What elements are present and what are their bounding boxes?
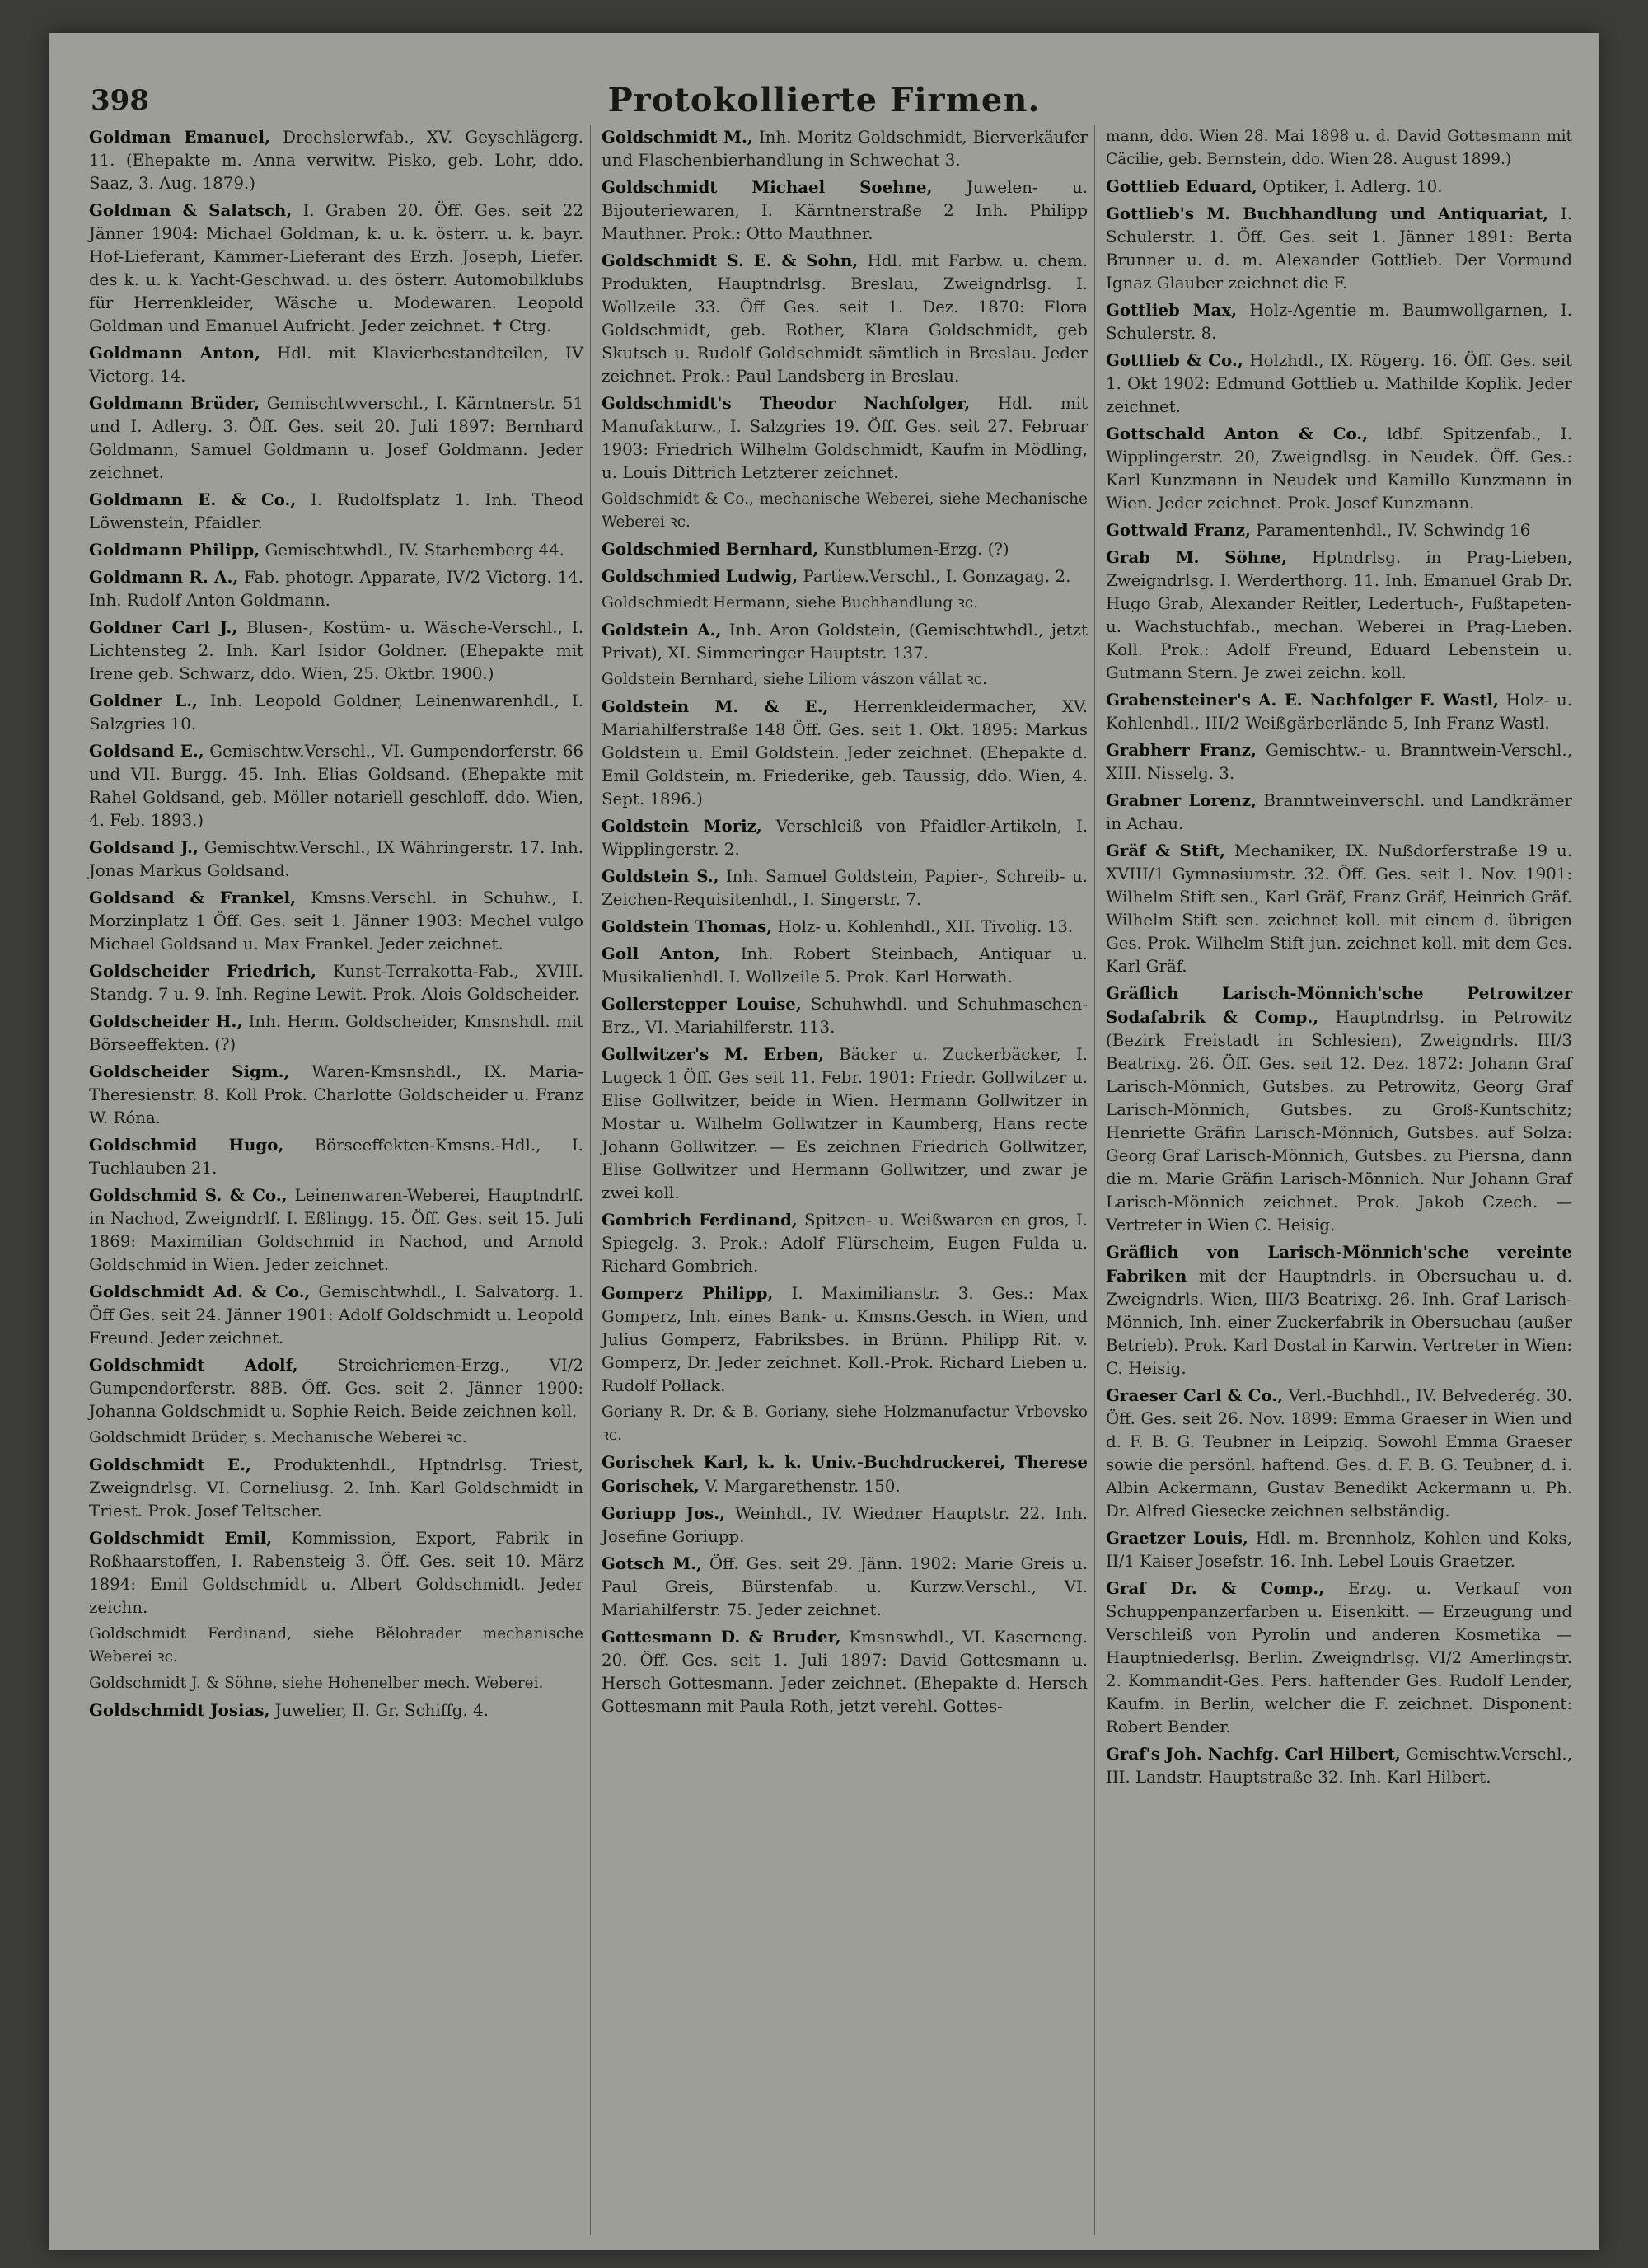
firm-details: Inh. Moritz Goldschmidt, Bierverkäufer und Flaschenbierhandlung in Schwechat 3. xyxy=(602,128,1088,170)
firm-entry xyxy=(89,125,583,195)
firm-name: Goldmann Anton, xyxy=(89,343,260,363)
firm-name: Goldmann Brüder, xyxy=(89,393,260,413)
firm-entry xyxy=(89,959,583,1006)
firm-name: Gotsch M., xyxy=(602,1553,702,1573)
firm-details: Gemischtw.Verschl., VI. Gumpendorferstr. 66 und VII. Burgg. 45. Inh. Elias Goldsand. (Ehepakte mit Rahel Goldsand, geb. Möller notariell geschloff. ddo. Wien, 4. Feb. 1893.) xyxy=(89,742,584,830)
firm-entry xyxy=(1106,982,1572,1237)
firm-details: Juwelier, II. Gr. Schiffg. 4. xyxy=(274,1701,489,1720)
firm-entry xyxy=(602,915,1088,939)
firm-name: Goldsand E., xyxy=(89,741,204,761)
cross-reference-text: mann, ddo. Wien 28. Mai 1898 u. d. David Gottesmann mit Cäcilie, geb. Bernstein, ddo. Wien 28. August 1899.) xyxy=(1106,128,1572,168)
firm-details: Spitzen- u. Weißwaren en gros, I. Spiegelg. 3. Prok.: Adolf Flürscheim, Eugen Fulda u. Richard Gombrich. xyxy=(602,1211,1089,1276)
column-3 xyxy=(1106,125,1572,1792)
firm-name: Goldman Emanuel, xyxy=(89,127,270,147)
firm-details: Kommission, Export, Fabrik in Roßhaarstoffen, I. Rabensteig 3. Öff. Ges. seit 10. März 1894: Emil Goldschmidt u. Albert Goldschmidt. Jeder zeichn. xyxy=(89,1529,583,1617)
firm-entry xyxy=(602,176,1088,246)
firm-entry xyxy=(89,886,583,956)
firm-entry xyxy=(1106,1742,1572,1789)
firm-details: Kmsns.Verschl. in Schuhw., I. Morzinplatz 1 Öff. Ges. seit 1. Jänner 1903: Mechel vulgo Michael Goldsand u. Max Frankel. Jeder zeichnet. xyxy=(89,888,584,954)
firm-details: Gemischtw.Verschl., IX Währingerstr. 17. Inh. Jonas Markus Goldsand. xyxy=(89,838,584,880)
firm-entry xyxy=(602,695,1088,811)
cross-reference-text: Goldschmiedt Hermann, siehe Buchhandlung ꝛc. xyxy=(602,594,979,612)
firm-details: Branntweinverschl. und Landkrämer in Achau. xyxy=(1106,791,1572,833)
firm-entry xyxy=(602,618,1088,665)
firm-details: Hdl. mit Farbw. u. chem. Produkten, Hauptndrlsg. Breslau, Zweigndrlsg. I. Wollzeile 33. Öff Ges. seit 1. Dez. 1870: Flora Goldschmidt, geb. Rother, Klara Goldschmidt, geb Skutsch u. Rudolf Goldschmidt sämtlich in Breslau. Jeder zeichnet. Prok.: Paul Landsberg in Breslau. xyxy=(602,251,1088,386)
firm-entry xyxy=(1106,738,1572,785)
firm-name: Graeser Carl & Co., xyxy=(1106,1385,1284,1405)
firm-name: Gottlieb's M. Buchhandlung und Antiquariat, xyxy=(1106,204,1549,223)
firm-name: Goldschmidt Ad. & Co., xyxy=(89,1282,311,1301)
firm-name: Goldschmidt Emil, xyxy=(89,1528,273,1548)
firm-name: Goll Anton, xyxy=(602,944,720,963)
firm-entry xyxy=(1106,422,1572,515)
firm-entry xyxy=(89,836,583,883)
cross-reference-text: Goriany R. Dr. & B. Goriany, siehe Holzmanufactur Vrbovsko ꝛc. xyxy=(602,1403,1088,1444)
firm-name: Goldmann R. A., xyxy=(89,567,239,587)
firm-entry xyxy=(89,1699,583,1722)
firm-details: Kunst-Terrakotta-Fab., XVIII. Standg. 7 u. 9. Inh. Regine Lewit. Prok. Alois Goldscheider. xyxy=(89,962,583,1004)
firm-name: Goldsand & Frankel, xyxy=(89,888,297,907)
firm-name: Gottwald Franz, xyxy=(1106,520,1251,540)
firm-details: Drechslerwfab., XV. Geyschlägerg. 11. (Ehepakte m. Anna verwitw. Pisko, geb. Lohr, ddo. Saaz, 3. Aug. 1879.) xyxy=(89,128,583,193)
firm-name: Goldstein Moriz, xyxy=(602,816,762,836)
firm-details: Streichriemen-Erzg., VI/2 Gumpendorferstr. 88B. Öff. Ges. seit 2. Jänner 1900: Johanna Goldschmidt u. Sophie Reich. Beide zeichnen koll. xyxy=(89,1356,583,1421)
firm-name: Gottesmann D. & Bruder, xyxy=(602,1627,841,1647)
firm-name: Goldscheider Friedrich, xyxy=(89,961,316,981)
firm-details: Waren-Kmsnshdl., IX. Maria-Theresienstr. 8. Koll Prok. Charlotte Goldscheider u. Franz W. Róna. xyxy=(89,1062,583,1127)
cross-reference-text: Goldstein Bernhard, siehe Liliom vászon vállat ꝛc. xyxy=(602,671,987,688)
firm-entry xyxy=(89,488,583,535)
page-title: Protokollierte Firmen. xyxy=(607,81,1041,119)
column-rule xyxy=(590,125,591,2235)
firm-entry xyxy=(89,616,583,686)
firm-details: Inh. Robert Steinbach, Antiquar u. Musikalienhdl. I. Wollzeile 5. Prok. Karl Horwath. xyxy=(602,944,1088,986)
firm-name: Goldner L., xyxy=(89,691,198,710)
firm-name: Grab M. Söhne, xyxy=(1106,547,1287,567)
firm-entry xyxy=(89,1280,583,1350)
column-rule xyxy=(1094,125,1095,2235)
firm-name: Goldschmidt's Theodor Nachfolger, xyxy=(602,393,971,413)
firm-name: Goldschmied Ludwig, xyxy=(602,566,798,586)
firm-details: Hdl. m. Brennholz, Kohlen und Koks, II/1 Kaiser Josefstr. 16. Inh. Lebel Louis Graetzer. xyxy=(1106,1529,1572,1571)
firm-entry xyxy=(1106,518,1572,542)
firm-details: Hptndrlsg. in Prag-Lieben, Zweigndrlsg. I. Werderthorg. 11. Inh. Emanuel Grab Dr. Hugo Grab, Alexander Reitler, Ledertuch-, Fußtapeten- u. Wachstuchfab., mechan. Weberei in Prag-Lieben. Koll. Prok.: Adolf Freund, Eduard Lebenstein u. Gutmann Stern. Je zwei zeichn. koll. xyxy=(1106,548,1573,682)
firm-details: I. Graben 20. Öff. Ges. seit 22 Jänner 1904: Michael Goldman, k. u. k. österr. u. k. bayr. Hof-Lieferant, Kammer-Lieferant des Erzh. Joseph, Liefer. des k. u. k. Yacht-Geschwad. u. des österr. Automobilklubs für Herrenkleider, Wäsche u. Modewaren. Leopold Goldman und Emanuel Aufricht. Jeder zeichnet. ✝ Ctrg. xyxy=(89,201,583,335)
firm-details: Blusen-, Kostüm- u. Wäsche-Verschl., I. Lichtensteg 2. Inh. Karl Isidor Goldner. (Ehepakte mit Irene geb. Schwarz, ddo. Wien, 25. Oktbr. 1900.) xyxy=(89,618,583,683)
firm-name: Graf Dr. & Comp., xyxy=(1106,1578,1324,1598)
firm-entry xyxy=(602,391,1088,485)
firm-name: Graetzer Louis, xyxy=(1106,1528,1248,1548)
firm-entry xyxy=(1106,202,1572,295)
firm-entry xyxy=(602,865,1088,911)
firm-entry xyxy=(602,565,1088,588)
firm-name: Goldschmidt Josias, xyxy=(89,1700,270,1720)
firm-name: Gorischek Karl, k. k. Univ.-Buchdruckerei, Therese Gorischek, xyxy=(602,1452,1088,1496)
firm-entry xyxy=(1106,298,1572,345)
firm-entry xyxy=(602,1625,1088,1718)
firm-details: mit der Hauptndrls. in Obersuchau u. d. Zweigndrls. Wien, III/3 Beatrixg. 26. Inh. Graf Larisch-Mönnich, Inh. einer Zuckerfabrik in Obersuchau (außer Betrieb). Prok. Karl Dostal in Karwin. Vertreter in Wien: C. Heisig. xyxy=(1106,1267,1572,1378)
firm-name: Goldmann Philipp, xyxy=(89,540,260,560)
firm-name: Goldmann E. & Co., xyxy=(89,490,297,509)
cross-reference-entry xyxy=(602,668,1088,691)
firm-name: Grabensteiner's A. E. Nachfolger F. Wastl, xyxy=(1106,690,1499,710)
firm-entry xyxy=(1106,789,1572,836)
firm-details: Mechaniker, IX. Nußdorferstraße 19 u. XVIII/1 Gymnasiumstr. 32. Öff. Ges. seit 1. Nov. 1901: Wilhelm Stift sen., Karl Gräf, Franz Gräf, Heinrich Gräf. Wilhelm Stift sen. zeichnet koll. mit einem d. übrigen Ges. Prok. Wilhelm Stift jun. zeichnet koll. mit dem Ges. Karl Gräf. xyxy=(1106,841,1573,976)
cross-reference-entry xyxy=(89,1623,583,1669)
firm-entry xyxy=(602,942,1088,989)
firm-name: Goldstein S., xyxy=(602,866,719,886)
firm-entry xyxy=(1106,546,1572,685)
firm-details: I. Rudolfsplatz 1. Inh. Theod Löwenstein, Pfaidler. xyxy=(89,490,583,532)
firm-entry xyxy=(602,1043,1088,1205)
column-1 xyxy=(89,125,583,1726)
firm-name: Goldstein A., xyxy=(602,620,722,640)
firm-entry xyxy=(602,992,1088,1039)
firm-entry xyxy=(602,537,1088,561)
column-2 xyxy=(602,125,1088,1722)
firm-name: Gottlieb Max, xyxy=(1106,300,1238,320)
firm-details: Verschleiß von Pfaidler-Artikeln, I. Wipplingerstr. 2. xyxy=(602,817,1088,859)
firm-name: Goldschmidt Michael Soehne, xyxy=(602,177,933,197)
firm-name: Goldschmidt E., xyxy=(89,1455,251,1474)
firm-name: Gottlieb & Co., xyxy=(1106,350,1243,370)
firm-details: Weinhdl., IV. Wiedner Hauptstr. 22. Inh. Josefine Goriupp. xyxy=(602,1504,1088,1546)
firm-entry xyxy=(89,1010,583,1057)
firm-details: Produktenhdl., Hptndrlsg. Triest, Zweigndrlsg. VI. Corneliusg. 2. Inh. Karl Goldschmidt in Triest. Prok. Josef Teltscher. xyxy=(89,1455,584,1521)
firm-details: Holzhdl., IX. Rögerg. 16. Öff. Ges. seit 1. Okt 1902: Edmund Gottlieb u. Mathilde Koplik. Jeder zeichnet. xyxy=(1106,351,1572,416)
firm-details: Herrenkleidermacher, XV. Mariahilferstraße 148 Öff. Ges. seit 1. Okt. 1895: Markus Goldstein u. Emil Goldstein. Jeder zeichnet. (Ehepakte d. Emil Goldstein, m. Friederike, geb. Taussig, ddo. Wien, 4. Sept. 1896.) xyxy=(602,697,1088,808)
firm-details: Erzg. u. Verkauf von Schuppenpanzerfarben u. Eisenkitt. — Erzeugung und Verschleiß von Pyrolin und anderen Kosmetika — Hauptniederlsg. Berlin. Zweigndrlsg. VI/2 Amerlingstr. 2. Kommandit-Ges. Pers. haftender Ges. Rudolf Lender, Kaufm. in Berlin, welcher die F. zeichnet. Disponent: Robert Bender. xyxy=(1106,1579,1572,1736)
firm-details: Paramentenhdl., IV. Schwindg 16 xyxy=(1256,521,1531,540)
directory-page xyxy=(49,33,1599,2250)
firm-name: Goldschmidt S. E. & Sohn, xyxy=(602,251,859,270)
firm-name: Grabner Lorenz, xyxy=(1106,790,1257,810)
firm-entry xyxy=(89,1133,583,1180)
firm-details: Gemischtwhdl., IV. Starhemberg 44. xyxy=(265,541,564,560)
firm-name: Gomperz Philipp, xyxy=(602,1283,774,1303)
firm-entry xyxy=(602,1208,1088,1278)
firm-details: Gemischtw.Verschl., III. Landstr. Hauptstraße 32. Inh. Karl Hilbert. xyxy=(1106,1745,1572,1787)
firm-entry xyxy=(1106,1240,1572,1380)
firm-entry xyxy=(1106,175,1572,199)
firm-details: Hdl. mit Manufakturw., I. Salzgries 19. Öff. Ges. seit 27. Februar 1903: Friedrich Wilhelm Goldschmidt, Kaufm in Mödling, u. Louis Dittrich Letzterer zeichnet. xyxy=(602,394,1088,482)
firm-name: Goldschmidt Adolf, xyxy=(89,1355,298,1375)
firm-entry xyxy=(602,1450,1088,1498)
firm-name: Goldschmid Hugo, xyxy=(89,1135,284,1155)
firm-entry xyxy=(89,565,583,612)
firm-name: Goldschmied Bernhard, xyxy=(602,539,819,559)
firm-details: V. Margarethenstr. 150. xyxy=(705,1477,901,1496)
firm-details: Bäcker u. Zuckerbäcker, I. Lugeck 1 Öff. Ges seit 11. Febr. 1901: Friedr. Gollwitzer u. Elise Gollwitzer, beide in Wien. Hermann Gollwitzer in Mostar u. Wilhelm Gollwitzer in Kaumberg, Hans recte Johann Gollwitzer. — Es zeichnen Friedrich Gollwitzer, Elise Gollwitzer und Hermann Gollwitzer, und zwar je zwei koll. xyxy=(602,1045,1088,1202)
cross-reference-entry xyxy=(89,1427,583,1450)
firm-entry xyxy=(89,1453,583,1523)
firm-details: Fab. photogr. Apparate, IV/2 Victorg. 14. Inh. Rudolf Anton Goldmann. xyxy=(89,568,583,610)
firm-details: Verl.-Buchhdl., IV. Belvederég. 30. Öff. Ges. seit 26. Nov. 1899: Emma Graeser in Wien und d. F. B. G. Teubner in Leipzig. Sowohl Emma Graeser sowie die persönl. haftend. Ges. d. F. B. G. Teubner, d. i. Albin Ackermann, Gustav Benedikt Ackermann u. Ph. Dr. Alfred Giesecke zeichnen selbständig. xyxy=(1106,1386,1572,1521)
firm-details: Holz- u. Kohlenhdl., XII. Tivolig. 13. xyxy=(777,917,1074,936)
firm-entry xyxy=(602,814,1088,861)
firm-entry xyxy=(89,341,583,388)
firm-name: Goldscheider H., xyxy=(89,1011,243,1031)
firm-entry xyxy=(602,249,1088,388)
firm-name: Goldman & Salatsch, xyxy=(89,200,293,220)
firm-details: Schuhwhdl. und Schuhmaschen-Erz., VI. Mariahilferstr. 113. xyxy=(602,995,1088,1037)
firm-details: Gemischtwhdl., I. Salvatorg. 1. Öff Ges. seit 24. Jänner 1901: Adolf Goldschmidt u. Leopold Freund. Jeder zeichnet. xyxy=(89,1282,583,1347)
firm-name: Grabherr Franz, xyxy=(1106,740,1257,760)
firm-details: I. Maximilianstr. 3. Ges.: Max Gomperz, Inh. eines Bank- u. Kmsns.Gesch. in Wien, und Julius Gomperz, Fabriksbes. in Brünn. Philipp Rit. v. Gomperz, Dr. Jeder zeichnet. Koll.-Prok. Richard Lieben u. Rudolf Pollack. xyxy=(602,1284,1088,1395)
firm-entry xyxy=(89,1183,583,1277)
cross-reference-text: Goldschmidt & Co., mechanische Weberei, siehe Mechanische Weberei ꝛc. xyxy=(602,490,1088,531)
firm-name: Goldstein Thomas, xyxy=(602,916,773,936)
firm-details: Inh. Herm. Goldscheider, Kmsnshdl. mit Börseeffekten. (?) xyxy=(89,1012,583,1054)
firm-entry xyxy=(1106,1526,1572,1573)
firm-details: Hauptndrlsg. in Petrowitz (Bezirk Freistadt in Schlesien), Zweigndrls. III/3 Beatrixg. 26. Öff. Ges. seit 12. Dez. 1872: Johann Graf Larisch-Mönnich, Gutsbes. zu Petrowitz, Georg Graf Larisch-Mönnich, Gutsbes. zu Groß-Kuntschitz; Henriette Gräfin Larisch-Mönnich, Gutsbes. auf Solza: Georg Graf Larisch-Mönnich, Gutsbes. zu Piersna, dann die m. Marie Gräfin Larisch-Mönnich. Nur Johann Graf Larisch-Mönnich zeichnet. Prok. Jakob Czech. — Vertreter in Wien C. Heisig. xyxy=(1106,1008,1572,1235)
firm-details: Inh. Samuel Goldstein, Papier-, Schreib- u. Zeichen-Requisitenhdl., I. Singerstr. 7. xyxy=(602,867,1088,909)
firm-name: Gräflich Larisch-Mönnich'sche Petrowitzer Sodafabrik & Comp., xyxy=(1106,983,1572,1027)
firm-entry xyxy=(602,1502,1088,1549)
firm-details: Gemischtwverschl., I. Kärntnerstr. 51 und I. Adlerg. 3. Öff. Ges. seit 20. Juli 1897: Bernhard Goldmann, Samuel Goldmann u. Josef Goldmann. Jeder zeichnet. xyxy=(89,394,583,482)
firm-entry xyxy=(89,538,583,562)
cross-reference-text: Goldschmidt Brüder, s. Mechanische Weberei ꝛc. xyxy=(89,1429,467,1446)
firm-name: Gottschald Anton & Co., xyxy=(1106,424,1369,443)
firm-details: Hdl. mit Klavierbestandteilen, IV Victorg. 14. xyxy=(89,344,584,386)
firm-entry xyxy=(89,689,583,736)
firm-entry xyxy=(89,739,583,832)
firm-entry xyxy=(602,1282,1088,1398)
firm-details: Optiker, I. Adlerg. 10. xyxy=(1262,177,1443,196)
firm-details: Holz-Agentie m. Baumwollgarnen, I. Schulerstr. 8. xyxy=(1106,301,1572,343)
firm-name: Goldstein M. & E., xyxy=(602,696,829,716)
firm-details: Kunstblumen-Erzg. (?) xyxy=(823,540,1009,559)
firm-entry xyxy=(89,1526,583,1619)
firm-entry xyxy=(89,1060,583,1130)
firm-entry xyxy=(1106,349,1572,419)
firm-name: Goldschmid S. & Co., xyxy=(89,1185,288,1205)
firm-entry xyxy=(602,1552,1088,1622)
firm-details: Partiew.Verschl., I. Gonzagag. 2. xyxy=(803,567,1071,586)
firm-details: Inh. Aron Goldstein, (Gemischtwhdl., jetzt Privat), XI. Simmeringer Hauptstr. 137. xyxy=(602,621,1088,663)
firm-entry xyxy=(89,391,583,485)
firm-name: Gottlieb Eduard, xyxy=(1106,176,1257,196)
firm-details: Börseeffekten-Kmsns.-Hdl., I. Tuchlauben 21. xyxy=(89,1136,583,1178)
firm-entry xyxy=(1106,1577,1572,1739)
cross-reference-entry xyxy=(1106,125,1572,171)
firm-entry xyxy=(1106,839,1572,978)
firm-name: Goriupp Jos., xyxy=(602,1503,726,1523)
firm-details: I. Schulerstr. 1. Öff. Ges. seit 1. Jänner 1891: Berta Brunner u. d. m. Alexander Gottlieb. Der Vormund Ignaz Glauber zeichnet die F. xyxy=(1106,204,1572,293)
firm-entry xyxy=(1106,1384,1572,1523)
page-number: 398 xyxy=(91,84,149,117)
firm-details: Öff. Ges. seit 29. Jänn. 1902: Marie Greis u. Paul Greis, Bürstenfab. u. Kurzw.Verschl., VI. Mariahilferstr. 75. Jeder zeichnet. xyxy=(602,1554,1088,1619)
firm-name: Gombrich Ferdinand, xyxy=(602,1210,798,1230)
firm-name: Goldner Carl J., xyxy=(89,617,238,637)
firm-name: Graf's Joh. Nachfg. Carl Hilbert, xyxy=(1106,1744,1401,1764)
firm-name: Gollwitzer's M. Erben, xyxy=(602,1044,824,1064)
firm-name: Goldsand J., xyxy=(89,837,199,857)
firm-name: Goldscheider Sigm., xyxy=(89,1061,290,1081)
firm-entry xyxy=(1106,688,1572,735)
firm-name: Gräflich von Larisch-Mönnich'sche vereinte Fabriken xyxy=(1106,1242,1572,1286)
cross-reference-entry xyxy=(602,488,1088,534)
firm-details: Leinenwaren-Weberei, Hauptndrlf. in Nachod, Zweigndrlf. I. Eßlingg. 15. Öff. Ges. seit 15. Juli 1869: Maximilian Goldschmid in Nachod, und Arnold Goldschmid in Wien. Jeder zeichnet. xyxy=(89,1186,583,1274)
cross-reference-text: Goldschmidt J. & Söhne, siehe Hohenelber mech. Weberei. xyxy=(89,1675,544,1692)
firm-details: Inh. Leopold Goldner, Leinenwarenhdl., I. Salzgries 10. xyxy=(89,691,583,733)
cross-reference-text: Goldschmidt Ferdinand, siehe Bělohrader mechanische Weberei ꝛc. xyxy=(89,1625,583,1666)
cross-reference-entry xyxy=(602,592,1088,615)
firm-name: Goldschmidt M., xyxy=(602,127,753,147)
firm-entry xyxy=(89,1353,583,1423)
firm-entry xyxy=(602,125,1088,172)
firm-details: Gemischtw.- u. Branntwein-Verschl., XIII. Nisselg. 3. xyxy=(1106,741,1572,783)
firm-details: Juwelen- u. Bijouteriewaren, I. Kärntnerstraße 2 Inh. Philipp Mauthner. Prok.: Otto Mauthner. xyxy=(602,178,1088,243)
firm-details: ldbf. Spitzenfab., I. Wipplingerstr. 20, Zweigndlsg. in Neudek. Öff. Ges.: Karl Kunzmann in Neudek und Kamillo Kunzmann in Wien. Jeder zeichnet. Prok. Josef Kunzmann. xyxy=(1106,424,1572,513)
firm-name: Gräf & Stift, xyxy=(1106,841,1226,860)
cross-reference-entry xyxy=(89,1672,583,1695)
firm-entry xyxy=(89,199,583,338)
firm-details: Kmsnswhdl., VI. Kaserneng. 20. Öff. Ges. seit 1. Juli 1897: David Gottesmann u. Hersch Gottesmann. Jeder zeichnet. (Ehepakte d. Hersch Gottesmann mit Paula Roth, jetzt verehl. Gottes- xyxy=(602,1628,1088,1716)
firm-name: Gollerstepper Louise, xyxy=(602,994,802,1014)
firm-details: Holz- u. Kohlenhdl., III/2 Weißgärberlände 5, Inh Franz Wastl. xyxy=(1106,691,1572,733)
cross-reference-entry xyxy=(602,1401,1088,1447)
